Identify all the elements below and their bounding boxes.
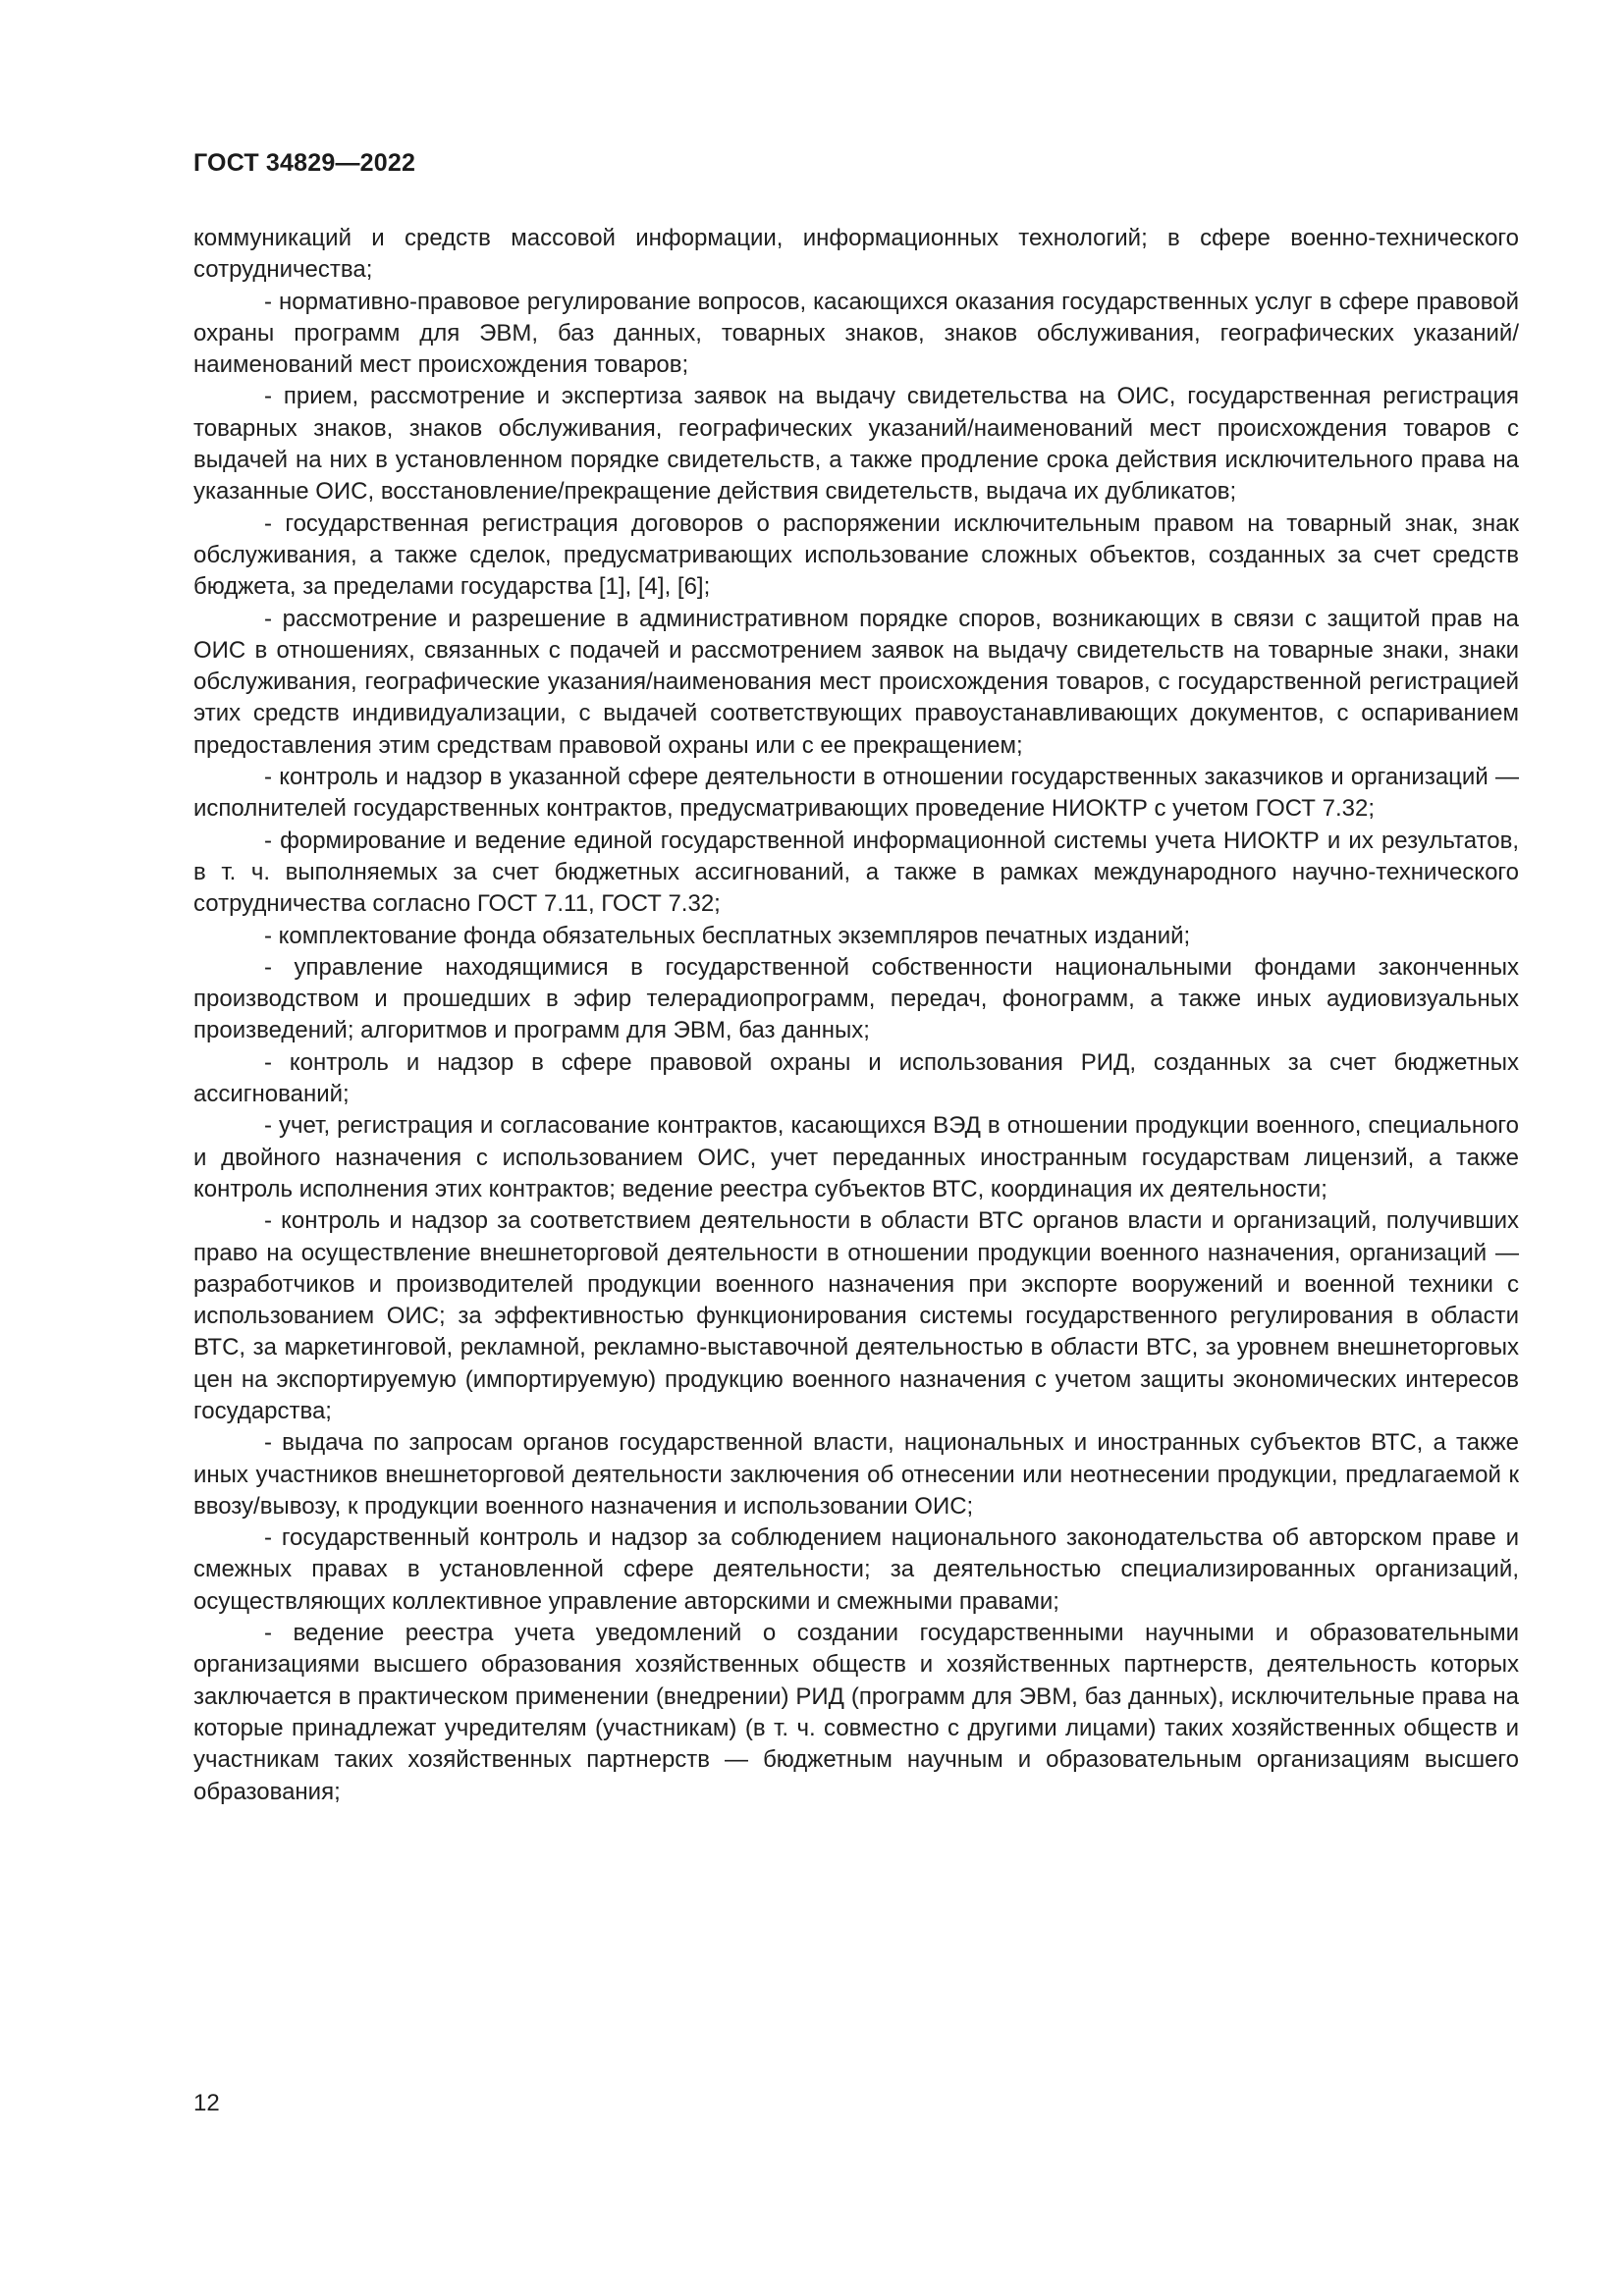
list-item: - контроль и надзор за соответствием деятельности в области ВТС органов власти и организаций, получивших право на осуществление внешнеторговой деятельности в отношении продукции военного назначения, организаций — разработчиков и производителей продукции военного назначения при экспорте вооружений и военной техники с использованием ОИС; за эффективностью функционирования системы государственного регулирования в области ВТС, за маркетинговой, рекламной, рекламно-выставочной деятельностью в области ВТС, за уровнем внешнеторговых цен на экспортируемую (импортируемую) продукцию военного назначения с учетом защиты экономических интересов государства; — [193, 1207, 1519, 1424]
list-item: - учет, регистрация и согласование контрактов, касающихся ВЭД в отношении продукции военного, специального и двойного назначения с использованием ОИС, учет переданных иностранным государствам лицензий, а также контроль исполнения этих контрактов; ведение реестра субъектов ВТС, координация их деятельности; — [193, 1112, 1519, 1202]
list-item: - комплектование фонда обязательных бесплатных экземпляров печатных изданий; — [264, 922, 1191, 949]
list-item: - выдача по запросам органов государственной власти, национальных и иностранных субъектов ВТС, а также иных участников внешнеторговой деятельности заключения об отнесении или неотнесении продукции, предлагаемой к ввозу/вывозу, к продукции военного назначения и использовании ОИС; — [193, 1429, 1519, 1520]
list-item: - прием, рассмотрение и экспертиза заявок на выдачу свидетельства на ОИС, государственная регистрация товарных знаков, знаков обслуживания, географических указаний/наименований мест происхождения товаров с выдачей на них в установленном порядке свидетельств, а также продление срока действия исключительного права на указанные ОИС, восстановление/прекращение действия свидетельств, выдача их дубликатов; — [193, 383, 1519, 506]
list-item: - ведение реестра учета уведомлений о создании государственными научными и образовательными организациями высшего образования хозяйственных обществ и хозяйственных партнерств, деятельность которых заключается в практическом применении (внедрении) РИД (программ для ЭВМ, баз данных), исключительные права на которые принадлежат учредителям (участникам) (в т. ч. совместно с другими лицами) таких хозяйственных обществ и участникам таких хозяйственных партнерств — бюджетным научным и образовательным организациям высшего образования; — [193, 1620, 1519, 1805]
list-item: - нормативно-правовое регулирование вопросов, касающихся оказания государственных услуг в сфере правовой охраны программ для ЭВМ, баз данных, товарных знаков, знаков обслуживания, географических указаний/наименований мест происхождения товаров; — [193, 288, 1519, 379]
list-item: - рассмотрение и разрешение в административном порядке споров, возникающих в связи с защитой прав на ОИС в отношениях, связанных с подачей и рассмотрением заявок на выдачу свидетельств на товарные знаки, знаки обслуживания, географические указания/наименования мест происхождения товаров, с государственной регистрацией этих средств индивидуализации, с выдачей соответствующих правоустанавливающих документов, с оспариванием предоставления этим средствам правовой охраны или с ее прекращением; — [193, 605, 1519, 759]
document-standard-title: ГОСТ 34829—2022 — [193, 149, 416, 177]
list-item: - государственный контроль и надзор за соблюдением национального законодательства об авторском праве и смежных правах в установленной сфере деятельности; за деятельностью специализированных организаций, осуществляющих коллективное управление авторскими и смежными правами; — [193, 1524, 1519, 1615]
continuation-paragraph: коммуникаций и средств массовой информации, информационных технологий; в сфере военно-технического сотрудничества; — [193, 225, 1519, 284]
list-item: - управление находящимися в государственной собственности национальными фондами законченных производством и прошедших в эфир телерадиопрограмм, передач, фонограмм, а также иных аудиовизуальных произведений; алгоритмов и программ для ЭВМ, баз данных; — [193, 953, 1519, 1044]
list-item: - контроль и надзор в сфере правовой охраны и использования РИД, созданных за счет бюджетных ассигнований; — [193, 1048, 1519, 1108]
document-body — [193, 223, 1519, 1808]
list-item: - формирование и ведение единой государственной информационной системы учета НИОКТР и их результатов, в т. ч. выполняемых за счет бюджетных ассигнований, а также в рамках международного научно-технического сотрудничества согласно ГОСТ 7.11, ГОСТ 7.32; — [193, 827, 1519, 918]
list-item: - государственная регистрация договоров о распоряжении исключительным правом на товарный знак, знак обслуживания, а также сделок, предусматривающих использование сложных объектов, созданных за счет средств бюджета, за пределами государства [1], [4], [6]; — [193, 509, 1519, 601]
list-item: - контроль и надзор в указанной сфере деятельности в отношении государственных заказчиков и организаций — исполнителей государственных контрактов, предусматривающих проведение НИОКТР с учетом ГОСТ 7.32; — [193, 764, 1519, 823]
page-number: 12 — [193, 2090, 220, 2116]
